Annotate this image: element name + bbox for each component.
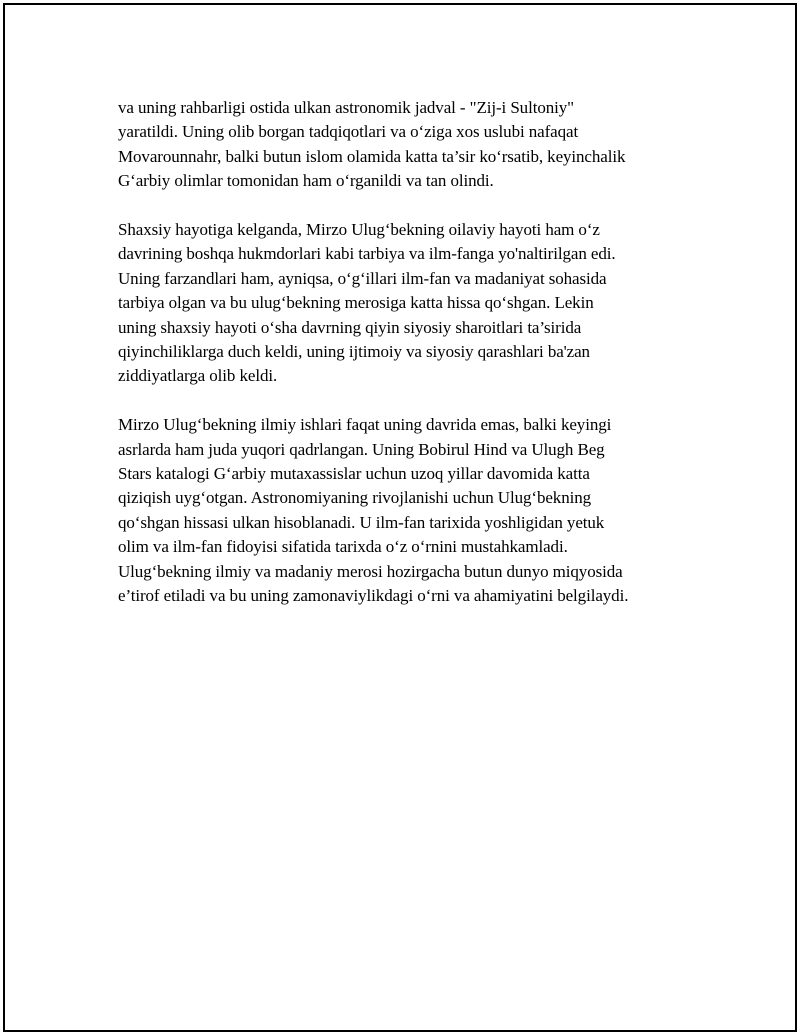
paragraph-2: Shaxsiy hayotiga kelganda, Mirzo Ulug‘bekning oilaviy hayoti ham o‘z davrining boshqa hukmdorlari kabi tarbiya va ilm-fanga yo'naltirilgan edi. Uning farzandlari ham, ayniqsa, o‘g‘illari ilm-fan va madaniyat sohasida tarbiya olgan va bu ulug‘bekning merosiga katta hissa qo‘shgan. Lekin uning shaxsiy hayoti o‘sha davrning qiyin siyosiy sharoitlari ta’sirida qiyinchiliklarga duch keldi, uning ijtimoiy va siyosiy qarashlari ba'zan ziddiyatlarga olib keldi. xyxy=(118,220,616,386)
paragraph-1: va uning rahbarligi ostida ulkan astronomik jadval - "Zij-i Sultoniy" yaratildi. Uning olib borgan tadqiqotlari va o‘ziga xos uslubi nafaqat Movarounnahr, balki butun islom olamida katta ta’sir ko‘rsatib, keyinchalik G‘arbiy olimlar tomonidan ham o‘rganildi va tan olindi. xyxy=(118,98,626,191)
document-body xyxy=(118,96,688,633)
paragraph-3: Mirzo Ulug‘bekning ilmiy ishlari faqat uning davrida emas, balki keyingi asrlarda ham juda yuqori qadrlangan. Uning Bobirul Hind va Ulugh Beg Stars katalogi G‘arbiy mutaxassislar uchun uzoq yillar davomida katta qiziqish uyg‘otgan. Astronomiyaning rivojlanishi uchun Ulug‘bekning qo‘shgan hissasi ulkan hisoblanadi. U ilm-fan tarixida yoshligidan yetuk olim va ilm-fan fidoyisi sifatida tarixda o‘z o‘rnini mustahkamladi. Ulug‘bekning ilmiy va madaniy merosi hozirgacha butun dunyo miqyosida e’tirof etiladi va bu uning zamonaviylikdagi o‘rni va ahamiyatini belgilaydi. xyxy=(118,415,629,606)
